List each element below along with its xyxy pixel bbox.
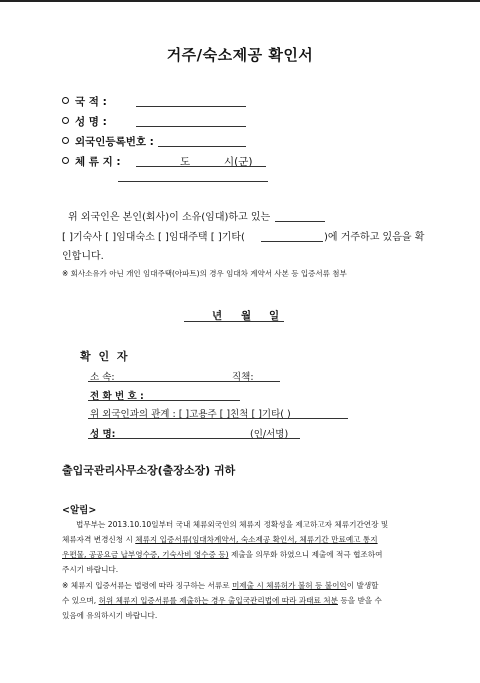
notice-p1-line-2: [62, 532, 378, 547]
statement-line-3: 인합니다.: [62, 251, 104, 262]
addressee: 출입국관리사무소장(출장소장) 귀하: [62, 464, 236, 477]
residence-line[interactable]: [136, 166, 266, 167]
field-name: [62, 114, 107, 129]
relation-label: 위 외국인과의 관계 : [ ]고용주 [ ]친척 [ ]기타( ): [90, 409, 291, 420]
other-residence-line[interactable]: [261, 241, 323, 242]
document-title: 거주/숙소제공 확인서: [166, 46, 314, 64]
signature-label: (인/서명): [250, 429, 289, 440]
notice-p1-line-3: [62, 547, 382, 562]
notice-p2-line-1: [62, 578, 379, 593]
field-residence: [62, 154, 121, 169]
bullet-icon: [62, 157, 69, 164]
field-nationality: [62, 94, 107, 109]
relation-line[interactable]: [88, 418, 348, 419]
registration-number-line[interactable]: [158, 146, 246, 147]
statement-note: ※ 회사소유가 아닌 개인 임대주택(아파트)의 경우 임대차 계약서 사본 등 입증서류 첨부: [62, 269, 347, 278]
bullet-icon: [62, 117, 69, 124]
field-label: 성 명 :: [75, 116, 107, 128]
statement-line-1: 위 외국인은 본인(회사)이 소유(임대)하고 있는: [68, 212, 271, 223]
confirmer-name-label: 성 명:: [90, 429, 116, 440]
date-line[interactable]: [184, 321, 284, 322]
notice-text: 등을 받을 수: [337, 596, 382, 605]
notice-underlined-text: 허위 체류지 입증서류를 제출하는 경우 출입국관리법에 따라 과태료 처분: [98, 596, 338, 605]
affiliation-label: 소 속:: [90, 372, 115, 383]
residence-city: 시(군): [224, 156, 253, 168]
confirmer-name-line[interactable]: [88, 438, 300, 439]
notice-underlined-text: 미제출 시 체류허가 불허 등 불이익: [231, 581, 347, 590]
notice-p1-line-4: 주시기 바랍니다.: [62, 565, 119, 574]
notice-p1-line-1: 법무부는 2013.10.10일부터 국내 체류외국인의 체류지 정확성을 제고하고자 체류기간연장 및: [76, 520, 389, 529]
confirmer-heading: 확 인 자: [80, 350, 130, 363]
date-month: 월: [241, 310, 252, 322]
field-registration-number: [62, 134, 154, 149]
statement-line-2-end: )에 거주하고 있음을 확: [324, 232, 425, 243]
notice-text: ※ 체류지 입증서류는 법령에 따라 징구하는 서류로: [62, 581, 232, 590]
date-year: 년: [212, 310, 223, 322]
phone-line[interactable]: [88, 400, 240, 401]
notice-underlined-text: 체류지 입증서류(임대차계약서, 숙소제공 확인서, 체류기간 만료예고 통지: [135, 535, 378, 544]
statement-options: [ ]기숙사 [ ]임대숙소 [ ]임대주택 [ ]기타(: [62, 232, 245, 243]
statement-blank-line: [275, 221, 325, 222]
notice-text: 수 있으며,: [62, 596, 99, 605]
bullet-icon: [62, 97, 69, 104]
notice-p2-line-2: [62, 593, 382, 608]
position-label: 직책:: [232, 372, 254, 383]
field-label: 국 적 :: [75, 96, 107, 108]
nationality-line[interactable]: [136, 106, 246, 107]
field-label: 체 류 지 :: [75, 156, 121, 168]
notice-underlined-text: 우편물, 공공요금 납부영수증, 기숙사비 영수증 등): [62, 550, 229, 559]
notice-p2-line-3: 있음에 유의하시기 바랍니다.: [62, 611, 158, 620]
phone-label: 전 화 번 호 :: [90, 391, 144, 402]
notice-text: 체류자격 변경신청 시: [62, 535, 136, 544]
notice-text: 제출을 의무화 하였으니 제출에 적극 협조하여: [228, 550, 383, 559]
field-label: 외국인등록번호 :: [75, 136, 154, 148]
residence-line-2[interactable]: [118, 181, 268, 182]
affiliation-line[interactable]: [88, 381, 280, 382]
notice-heading: <알림>: [62, 505, 97, 516]
residence-region: 도: [180, 156, 191, 168]
date-day: 일: [269, 310, 280, 322]
name-line[interactable]: [136, 126, 246, 127]
bullet-icon: [62, 137, 69, 144]
notice-text: 이 발생할: [346, 581, 379, 590]
